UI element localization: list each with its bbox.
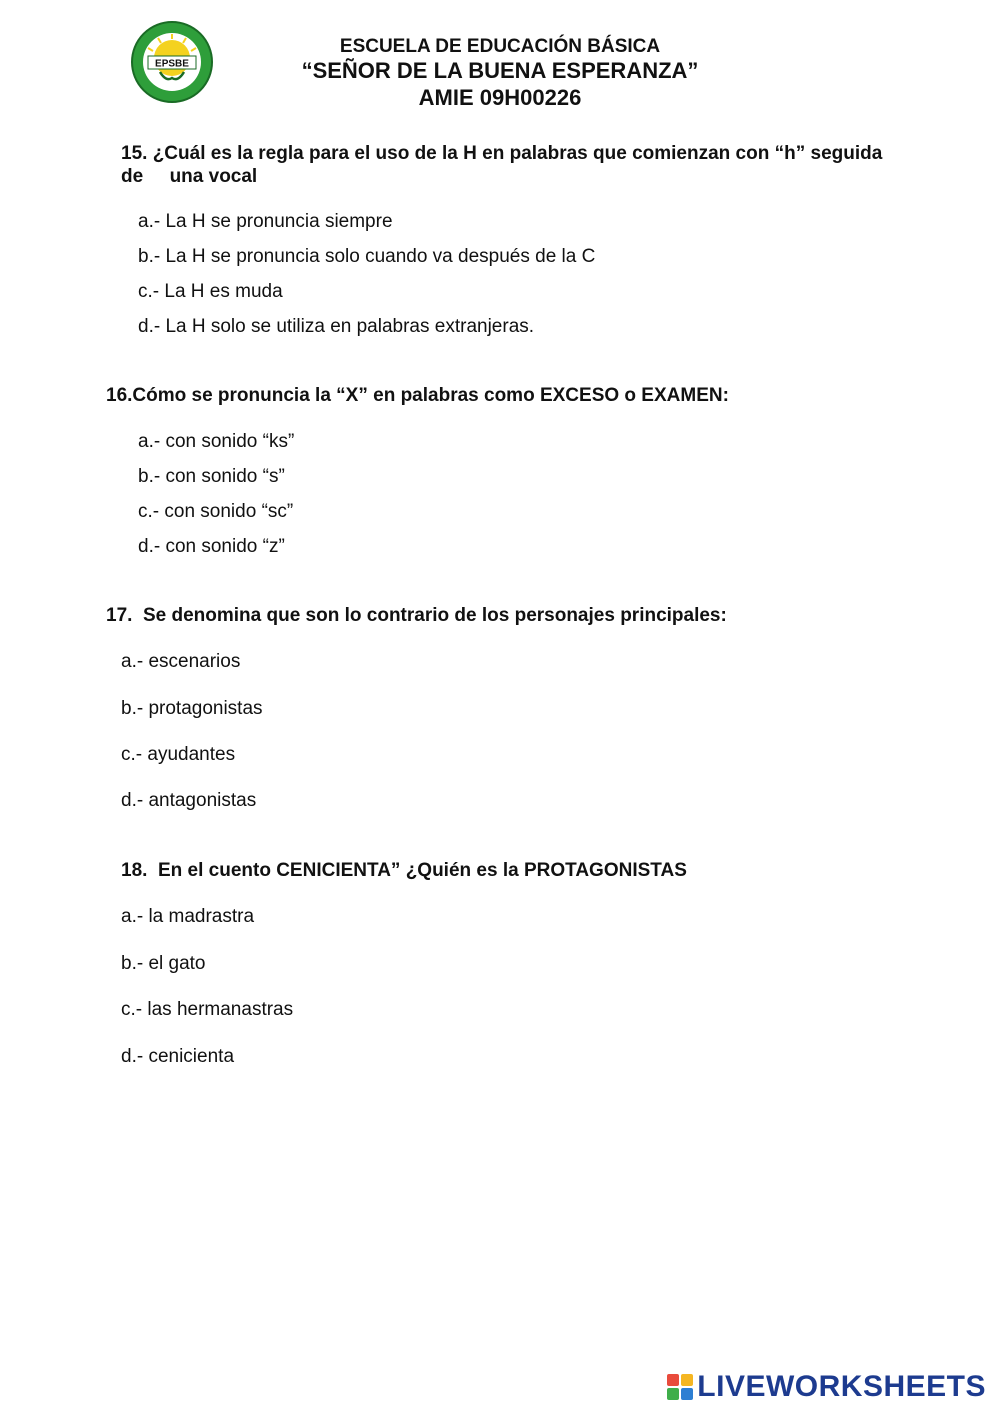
question-15-line1: 15. ¿Cuál es la regla para el uso de la H en palabras que comienzan con “h” seguida [121,143,883,164]
school-type: ESCUELA DE EDUCACIÓN BÁSICA [339,36,661,57]
q18-option-d: d.- cenicienta [121,1046,235,1067]
q17-option-b: b.- protagonistas [121,698,263,719]
question-15-line2: de una vocal [121,166,258,187]
question-15 [121,142,951,188]
q17-option-d: d.- antagonistas [121,790,257,811]
q16-option-c: c.- con sonido “sc” [138,501,294,522]
q18-option-b: b.- el gato [121,953,206,974]
question-17: 17. Se denomina que son lo contrario de los personajes principales: [106,605,727,626]
q15-option-d: d.- La H solo se utiliza en palabras extranjeras. [138,316,535,337]
school-name: “SEÑOR DE LA BUENA ESPERANZA” [301,58,699,83]
q17-option-a: a.- escenarios [121,651,241,672]
q18-option-c: c.- las hermanastras [121,999,294,1020]
liveworksheets-text: LIVEWORKSHEETS [697,1370,986,1403]
q17-option-c: c.- ayudantes [121,744,236,765]
q16-option-d: d.- con sonido “z” [138,536,285,557]
q16-option-a: a.- con sonido “ks” [138,431,295,452]
q15-option-c: c.- La H es muda [138,281,283,302]
liveworksheets-brand [667,1370,986,1404]
document-header [0,36,1000,112]
q15-option-a: a.- La H se pronuncia siempre [138,211,393,232]
logo-text: EPSBE [155,58,189,70]
school-amie: AMIE 09H00226 [418,85,582,110]
q18-option-a: a.- la madrastra [121,906,255,927]
q15-option-b: b.- La H se pronuncia solo cuando va después de la C [138,246,596,267]
question-16: 16.Cómo se pronuncia la “X” en palabras como EXCESO o EXAMEN: [106,385,729,406]
q16-option-b: b.- con sonido “s” [138,466,285,487]
question-18: 18. En el cuento CENICIENTA” ¿Quién es la PROTAGONISTAS [121,860,687,881]
liveworksheets-logo-icon [667,1374,693,1400]
